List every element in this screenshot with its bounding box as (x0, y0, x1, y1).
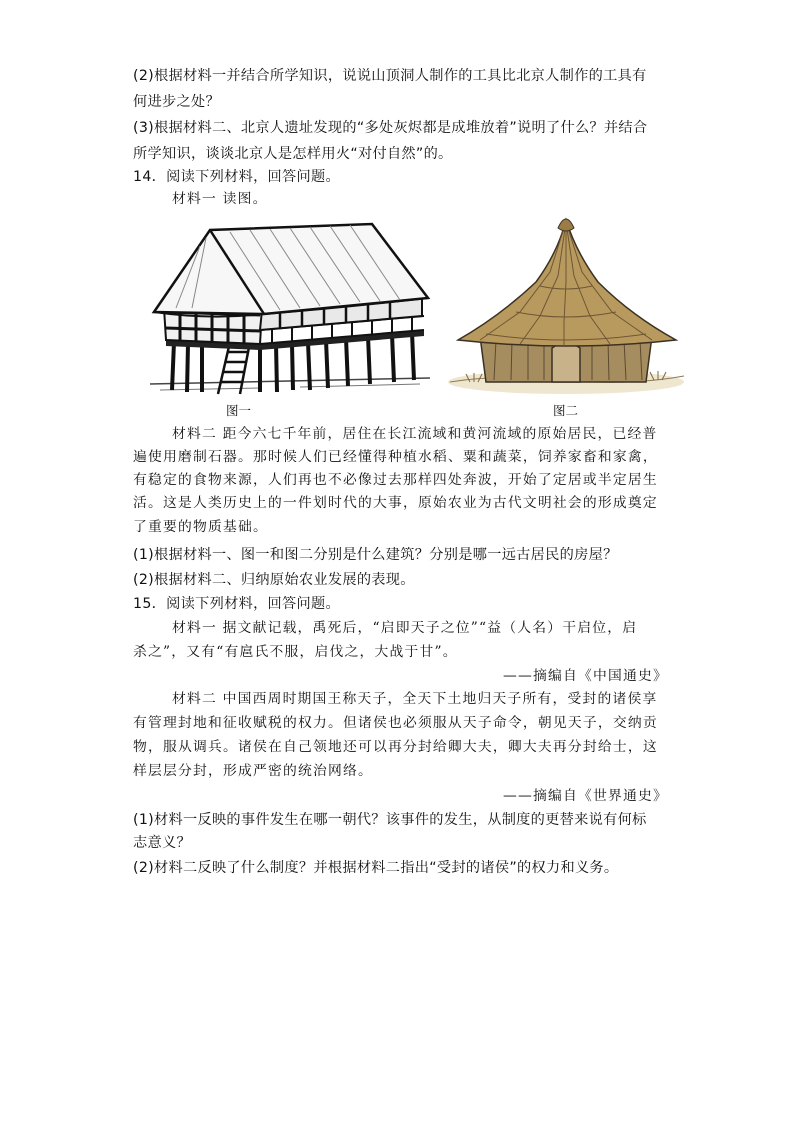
q13-sub3-line1: (3)根据材料二、北京人遗址发现的“多处灰烬都是成堆放着”说明了什么？并结合 (133, 120, 648, 136)
q15-material1-line1: 材料一 据文献记载，禹死后，“启即天子之位”“益（人名）干启位，启 (172, 620, 638, 636)
q14-heading: 14．阅读下列材料，回答问题。 (133, 169, 340, 185)
q14-sub1: (1)根据材料一、图一和图二分别是什么建筑？分别是哪一远古居民的房屋？ (133, 547, 618, 563)
q15-material2-line1: 材料二 中国西周时期国王称天子，全天下土地归天子所有，受封的诸侯享 (172, 691, 658, 707)
q15-material2-line3: 物，服从调兵。诸侯在自己领地还可以再分封给卿大夫，卿大夫再分封给士，这 (133, 739, 658, 755)
q15-sub2: (2)材料二反映了什么制度？并根据材料二指出“受封的诸侯”的权力和义务。 (133, 860, 619, 876)
q15-sub1-line1: (1)材料一反映的事件发生在哪一朝代？该事件的发生，从制度的更替来说有何标 (133, 812, 647, 828)
stilt-house-illustration (140, 212, 440, 408)
q15-source1: ——摘编自《中国通史》 (503, 668, 668, 684)
q13-sub3-line2: 所学知识，谈谈北京人是怎样用火“对付自然”的。 (133, 146, 453, 162)
q13-sub2-line1: (2)根据材料一并结合所学知识，说说山顶洞人制作的工具比北京人制作的工具有 (133, 68, 647, 84)
q14-material2-line1: 材料二 距今六七千年前，居住在长江流域和黄河流域的原始居民，已经普 (172, 426, 658, 442)
q15-material1-line2: 杀之”，又有“有扈氏不服，启伐之，大战于甘”。 (133, 644, 458, 660)
q14-sub2: (2)根据材料二、归纳原始农业发展的表现。 (133, 572, 415, 588)
q14-material2-line3: 有稳定的食物来源，人们再也不必像过去那样四处奔波，开始了定居或半定居生 (133, 472, 658, 488)
q15-source2: ——摘编自《世界通史》 (503, 788, 668, 804)
stilt-house-figure (140, 212, 440, 408)
q15-material2-line2: 有管理封地和征收赋税的权力。但诸侯也必须服从天子命令，朝见天子，交纳贡 (133, 715, 658, 731)
thatched-hut-figure (440, 212, 690, 408)
q14-material2-line2: 遍使用磨制石器。那时候人们已经懂得种植水稻、粟和蔬菜，饲养家畜和家禽， (133, 449, 658, 465)
q15-sub1-line2: 志意义？ (133, 835, 191, 851)
q15-heading: 15．阅读下列材料，回答问题。 (133, 596, 340, 612)
figure2-caption: 图二 (553, 403, 579, 418)
q13-sub2-line2: 何进步之处？ (133, 94, 220, 110)
q14-material2-line5: 了重要的物质基础。 (133, 519, 268, 535)
figure1-caption: 图一 (226, 403, 252, 418)
thatched-hut-illustration (440, 212, 690, 408)
q14-material1-label: 材料一 读图。 (172, 191, 268, 207)
q15-material2-line4: 样层层分封，形成严密的统治网络。 (133, 763, 373, 779)
q14-material2-line4: 活。这是人类历史上的一件划时代的大事，原始农业为古代文明社会的形成奠定 (133, 495, 658, 511)
